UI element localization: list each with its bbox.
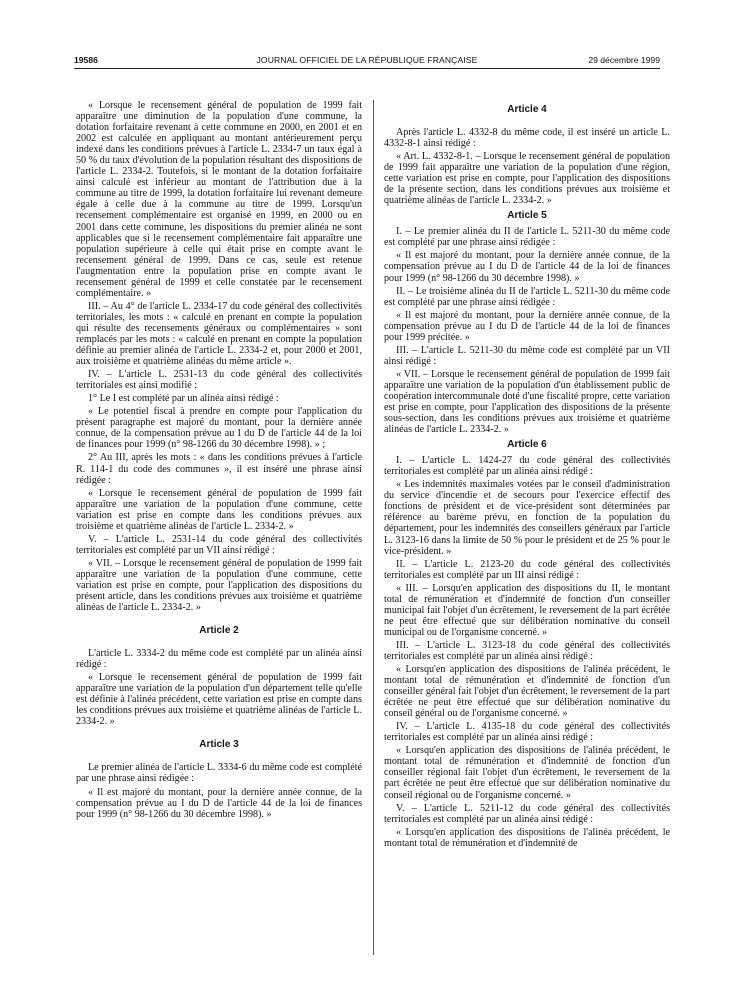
header-rule (74, 68, 660, 69)
paragraph: « Lorsqu'en application des dispositions de l'alinéa précédent, le montant total de rémunération et d'indemnité de (384, 826, 670, 849)
paragraph: « Les indemnités maximales votées par le conseil d'administration du service d'incendie et de secours pour l'exercice effectif des fonctions de président et de vice-président sont déterminées par référence au barème prévu, en fonction de la population du département, pour les indemnités des conseillers généraux par l'article L. 3123-16 dans la limite de 50 % pour le président et de 25 % pour le vice-président. » (384, 479, 670, 557)
paragraph: III. – L'article L. 3123-18 du code général des collectivités territoriales est complété par un alinéa ainsi rédigé : (384, 639, 670, 662)
paragraph: II. – L'article L. 2123-20 du code général des collectivités territoriales est complété par un III ainsi rédigé : (384, 558, 670, 581)
article-5-heading: Article 5 (507, 210, 547, 222)
paragraph: I. – L'article L. 1424-27 du code général des collectivités territoriales est complété par un alinéa ainsi rédigé : (384, 455, 670, 478)
paragraph: II. – Le troisième alinéa du II de l'article L. 5211-30 du même code est complété par une phrase ainsi rédigée : (384, 285, 670, 308)
paragraph: « Lorsqu'en application des dispositions de l'alinéa précédent, le montant total de rémunération et d'indemnité de fonction d'un conseiller général fait l'objet d'un écrêtement, le reversement de la part écrêtée ne peut être effectué que sur délibération nominative du conseil général ou de l'organisme concerné. » (384, 664, 670, 720)
page-number: 19586 (74, 55, 98, 65)
article-4-heading: Article 4 (507, 104, 547, 115)
paragraph: « Lorsqu'en application des dispositions de l'alinéa précédent, le montant total de rémunération et d'indemnité de fonction d'un conseiller régional fait l'objet d'un écrêtement, le reversement de la part écrêtée ne peut être effectué que sur délibération nominative du conseil régional ou de l'organisme concerné. » (384, 745, 670, 801)
paragraph: « Lorsque le recensement général de population de 1999 fait apparaître une variation de la population d'une commune, cette variation est prise en compte dans les conditions prévues aux troisième et quatrième alinéas de l'article L. 2334-2. » (76, 487, 362, 532)
column-divider (373, 100, 374, 955)
paragraph: IV. – L'article L. 4135-18 du code général des collectivités territoriales est complété par un alinéa ainsi rédigé : (384, 721, 670, 744)
paragraph: 1° Le I est complété par un alinéa ainsi rédigé : (88, 393, 279, 405)
paragraph: « VII. – Lorsque le recensement général de population de 1999 fait apparaître une variation de la population d'un établissement public de coopération intercommunale doté d'une fiscalité propre, cette variation est prise en compte, pour l'application des dispositions de la présente sous-section, dans les conditions prévues aux troisième et quatrième alinéas de l'article L. 2334-2. » (384, 368, 670, 436)
paragraph: « Il est majoré du montant, pour la dernière année connue, de la compensation prévue au I du D de l'article 44 de la loi de finances pour 1999 précitée. » (384, 309, 670, 343)
right-column (384, 100, 670, 851)
article-6-heading: Article 6 (507, 439, 547, 451)
paragraph: IV. – L'article L. 2531-13 du code général des collectivités territoriales est ainsi modifié : (76, 369, 362, 392)
paragraph: Après l'article L. 4332-8 du même code, il est inséré un article L. 4332-8-1 ainsi rédigé : (384, 127, 670, 150)
paragraph: III. – Au 4° de l'article L. 2334-17 du code général des collectivités territoriales, les mots : « calculé en prenant en compte la population qui résulte des recensements généraux ou complémentaires » sont remplacés par les mots : « calculé en prenant en compte la population définie au premier alinéa de l'article L. 2334-2 et, pour 2000 et 2001, aux troisième et quatrième alinéas du même article ». (76, 300, 362, 368)
paragraph: L'article L. 3334-2 du même code est complété par un alinéa ainsi rédigé : (76, 648, 362, 671)
paragraph: « III. – Lorsqu'en application des dispositions du II, le montant total de rémunération et d'indemnité de fonction d'un conseiller municipal fait l'objet d'un écrêtement, le reversement de la part écrêtée ne peut être effectué que sur délibération nominative du conseil municipal ou de l'organisme concerné. » (384, 582, 670, 638)
journal-title: JOURNAL OFFICIEL DE LA RÉPUBLIQUE FRANÇAISE (256, 55, 478, 65)
paragraph: « Il est majoré du montant, pour la dernière année connue, de la compensation prévue au I du D de l'article 44 de la loi de finances pour 1999 (n° 98-1266 du 30 décembre 1998). » (76, 786, 362, 820)
publication-date: 29 décembre 1999 (588, 55, 660, 65)
paragraph: Le premier alinéa de l'article L. 3334-6 du même code est complété par une phrase ainsi rédigée : (76, 762, 362, 785)
left-column (76, 100, 362, 822)
paragraph: 2° Au III, après les mots : « dans les conditions prévues à l'article R. 114-1 du code des communes », il est inséré une phrase ainsi rédigée : (76, 452, 362, 486)
article-2-heading: Article 2 (199, 625, 239, 637)
paragraph: « Il est majoré du montant, pour la dernière année connue, de la compensation prévue au I du D de l'article 44 de la loi de finances pour 1999 (n° 98-1266 du 30 décembre 1998). » (384, 250, 670, 284)
article-3-heading: Article 3 (199, 739, 239, 751)
paragraph: « Lorsque le recensement général de population de 1999 fait apparaître une diminution de la population d'une commune, la dotation forfaitaire revenant à cette commune en 2000, en 2001 et en 2002 est calculée en appliquant au montant antérieurement perçu indexé dans les conditions prévues à l'article L. 2334-7 un taux égal à 50 % du taux d'évolution de la population résultant des dispositions de l'article L. 2334-2. Toutefois, si le montant de la dotation forfaitaire ainsi calculé est inférieur au montant de l'attribution due à la commune au titre de 1999, la dotation forfaitaire lui revenant demeure égale à celle due à la commune au titre de 1999. Lorsqu'un recensement complémentaire est organisé en 1999, en 2000 ou en 2001 dans cette commune, les dispositions du premier alinéa ne sont applicables que si le recensement complémentaire fait apparaître une population supérieure à celle qui était prise en compte avant le recensement général de 1999. Dans ce cas, seule est retenue l'augmentation entre la population prise en compte avant le recensement général de 1999 et celle constatée par le recensement complémentaire. » (76, 100, 362, 299)
paragraph: « Art. L. 4332-8-1. – Lorsque le recensement général de population de 1999 fait apparaître une variation de la population d'une région, cette variation est prise en compte, pour l'application des dispositions de la présente section, dans les conditions prévues aux troisième et quatrième alinéas de l'article L. 2334-2. » (384, 151, 670, 207)
paragraph: V. – L'article L. 5211-12 du code général des collectivités territoriales est complété par un alinéa ainsi rédigé : (384, 802, 670, 825)
paragraph: III. – L'article L. 5211-30 du même code est complété par un VII ainsi rédigé : (384, 344, 670, 367)
paragraph: « VII. – Lorsque le recensement général de population de 1999 fait apparaître une variation de la population d'une commune, cette variation est prise en compte, pour l'application des dispositions du présent article, dans les conditions prévues aux troisième et quatrième alinéas de l'article L. 2334-2. » (76, 557, 362, 614)
paragraph: I. – Le premier alinéa du II de l'article L. 5211-30 du même code est complété par une phrase ainsi rédigée : (384, 226, 670, 249)
paragraph: « Le potentiel fiscal à prendre en compte pour l'application du présent paragraphe est majoré du montant, pour la dernière année connue, de la compensation prévue au I du D de l'article 44 de la loi de finances pour 1999 (n° 98-1266 du 30 décembre 1998). » ; (76, 406, 362, 451)
paragraph: « Lorsque le recensement général de population de 1999 fait apparaître une variation de la population d'un département telle qu'elle est définie à l'alinéa précédent, cette variation est prise en compte dans les conditions prévues aux troisième et quatrième alinéas de l'article L. 2334-2. » (76, 672, 362, 728)
page-header (74, 55, 660, 69)
paragraph: V. – L'article L. 2531-14 du code général des collectivités territoriales est complété par un VII ainsi rédigé : (76, 533, 362, 556)
